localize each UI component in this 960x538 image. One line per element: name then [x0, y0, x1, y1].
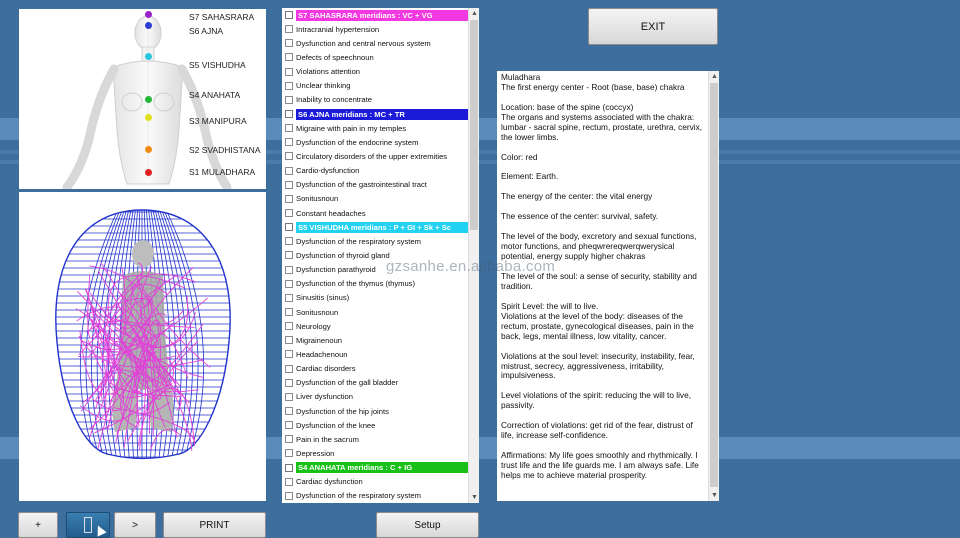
checklist-item[interactable]	[282, 121, 468, 135]
description-paragraph: Element: Earth.	[501, 171, 559, 182]
checklist-item[interactable]	[282, 390, 468, 404]
checklist-item[interactable]	[282, 362, 468, 376]
checklist-item-label: Dysfunction of the hip joints	[296, 406, 389, 416]
checklist-item[interactable]	[282, 206, 468, 220]
scroll-down-arrow[interactable]: ▼	[711, 492, 718, 499]
checkbox[interactable]	[285, 181, 293, 189]
description-text	[501, 73, 705, 491]
checklist-item[interactable]	[282, 178, 468, 192]
checklist-item[interactable]	[282, 475, 468, 489]
chakra-figure-panel	[19, 9, 266, 189]
checklist-item[interactable]	[282, 333, 468, 347]
description-scrollbar[interactable]	[708, 71, 719, 501]
checkbox[interactable]	[285, 223, 293, 231]
scroll-up-arrow[interactable]: ▲	[711, 73, 718, 80]
checklist-item-label: Neurology	[296, 321, 331, 331]
checklist-item[interactable]	[282, 489, 468, 503]
checklist-items	[282, 8, 468, 503]
checklist-item-label: Dysfunction and central nervous system	[296, 38, 431, 48]
checkbox[interactable]	[285, 96, 293, 104]
checkbox[interactable]	[285, 393, 293, 401]
checkbox[interactable]	[285, 492, 293, 500]
checkbox[interactable]	[285, 379, 293, 387]
checklist-item-label: Intracranial hypertension	[296, 24, 380, 34]
checklist-item[interactable]	[282, 50, 468, 64]
checkbox[interactable]	[285, 350, 293, 358]
description-paragraph: The energy of the center: the vital energy	[501, 191, 653, 202]
checklist-item[interactable]	[282, 65, 468, 79]
checklist-section-header[interactable]	[282, 107, 468, 121]
checklist-item-label: Cardio-dysfunction	[296, 166, 360, 176]
checklist-section-header[interactable]	[282, 8, 468, 22]
scroll-up-arrow[interactable]: ▲	[471, 10, 478, 17]
checkbox[interactable]	[285, 336, 293, 344]
chakra-dot-s3	[145, 114, 152, 121]
description-paragraph: Level violations of the spirit: reducing the will to live, passivity.	[501, 390, 692, 411]
checkbox[interactable]	[285, 110, 293, 118]
checkbox[interactable]	[285, 464, 293, 472]
chakra-label-s1: S1 MULADHARA	[189, 167, 256, 177]
chakra-label-s5: S5 VISHUDHA	[189, 60, 246, 70]
checklist-item-label: Violations attention	[296, 67, 361, 77]
checkbox[interactable]	[285, 449, 293, 457]
checklist-item-label: Sinusitis (sinus)	[296, 293, 350, 303]
add-button[interactable]: +	[18, 512, 58, 538]
checklist-item-label: Cardiac dysfunction	[296, 477, 363, 487]
chakra-dot-s5	[145, 53, 152, 60]
checkbox[interactable]	[285, 294, 293, 302]
checkbox[interactable]	[285, 138, 293, 146]
checklist-item[interactable]	[282, 404, 468, 418]
checkbox[interactable]	[285, 195, 293, 203]
checklist-item[interactable]	[282, 22, 468, 36]
exit-button[interactable]: EXIT	[588, 8, 718, 45]
checklist-item[interactable]	[282, 319, 468, 333]
checklist-item-label: Dysfunction of the gastrointestinal tract	[296, 180, 427, 190]
checklist-item-label: Dysfunction of the endocrine system	[296, 137, 419, 147]
checklist-item-label: Liver dysfunction	[296, 392, 353, 402]
checklist-item[interactable]	[282, 149, 468, 163]
description-paragraph: Location: base of the spine (coccyx) The organs and systems associated with the chakra: lumbar - sacral spine, rectum, prostate, urethra, cervix, the lower limbs.	[501, 101, 703, 142]
checklist-item-label: Inability to concentrate	[296, 95, 372, 105]
chakra-label-s6: S6 AJNA	[189, 26, 224, 36]
chakra-label-s3: S3 MANIPURA	[189, 116, 247, 126]
scroll-down-arrow[interactable]: ▼	[471, 494, 478, 501]
checklist-item[interactable]	[282, 376, 468, 390]
checklist-item-label: Constant headaches	[296, 208, 366, 218]
watermark: gzsanhe.en.alibaba.com	[386, 258, 556, 275]
chakra-dot-s6	[145, 22, 152, 29]
checklist-item[interactable]	[282, 277, 468, 291]
checklist-item-label: Cardiac disorders	[296, 364, 356, 374]
checklist-item-label: Depression	[296, 448, 335, 458]
checkbox[interactable]	[285, 435, 293, 443]
checkbox[interactable]	[285, 39, 293, 47]
checklist-item-label: S4 ANAHATA meridians : C + IG	[296, 462, 468, 473]
checkbox[interactable]	[285, 25, 293, 33]
cursor-icon	[93, 523, 106, 536]
checklist-item[interactable]	[282, 135, 468, 149]
checklist-item[interactable]	[282, 192, 468, 206]
checklist-item-label: Dysfunction parathyroid	[296, 265, 376, 275]
checklist-item-label: Sonitusnoun	[296, 194, 339, 204]
checkbox[interactable]	[285, 237, 293, 245]
checkbox[interactable]	[285, 167, 293, 175]
checklist-item[interactable]	[282, 291, 468, 305]
checklist-item[interactable]	[282, 79, 468, 93]
checklist-item-label: Unclear thinking	[296, 81, 351, 91]
description-paragraph: Spirit Level: the will to live. Violations at the level of the body: diseases of the rectum, prostate, gynecological diseases, pain in the back, legs, mental illness, low vitality, cancer.	[501, 300, 694, 341]
checklist-item-label: Circulatory disorders of the upper extremities	[296, 151, 448, 161]
view-toggle-button[interactable]	[66, 512, 110, 538]
checklist-item[interactable]	[282, 432, 468, 446]
checklist-item-label: Dysfunction of the knee	[296, 420, 376, 430]
checklist-item-label: Sonitusnoun	[296, 307, 339, 317]
next-button[interactable]: >	[114, 512, 156, 538]
checklist-item-label: Dysfunction of the respiratory system	[296, 236, 421, 246]
checklist-item[interactable]	[282, 36, 468, 50]
chakra-label-s4: S4 ANAHATA	[189, 90, 241, 100]
aura-mesh-panel	[19, 192, 266, 501]
checkbox[interactable]	[285, 421, 293, 429]
checklist-item-label: S7 SAHASRARA meridians : VC + VG	[296, 10, 468, 21]
checkbox[interactable]	[285, 209, 293, 217]
checkbox[interactable]	[285, 82, 293, 90]
description-paragraph: Correction of violations: get rid of the fear, distrust of life, increase self-confidence.	[501, 420, 693, 441]
checklist-item[interactable]	[282, 418, 468, 432]
checkbox[interactable]	[285, 280, 293, 288]
description-paragraph: Violations at the soul level: insecurity, instability, fear, mistrust, secrecy, aggressiveness, irritability, impulsiveness.	[501, 350, 695, 381]
checkbox[interactable]	[285, 365, 293, 373]
checklist-item-label: Migrainenoun	[296, 335, 343, 345]
scroll-thumb[interactable]	[710, 83, 718, 487]
checklist-item[interactable]	[282, 164, 468, 178]
checklist-item[interactable]	[282, 93, 468, 107]
description-paragraph: The essence of the center: survival, safety.	[501, 211, 659, 222]
checklist-item-label: Dysfunction of the gall bladder	[296, 378, 399, 388]
checkbox[interactable]	[285, 266, 293, 274]
chakra-description-panel[interactable]	[497, 71, 719, 501]
panel-icon	[84, 517, 92, 533]
checkbox[interactable]	[285, 407, 293, 415]
checkbox[interactable]	[285, 322, 293, 330]
checklist-item-label: Dysfunction of the thymus (thymus)	[296, 279, 416, 289]
checklist-section-header[interactable]	[282, 220, 468, 234]
checklist-item[interactable]	[282, 446, 468, 460]
description-paragraph: The level of the soul: a sense of security, stability and tradition.	[501, 270, 697, 291]
checkbox[interactable]	[285, 478, 293, 486]
chakra-label-s7: S7 SAHASRARA	[189, 12, 255, 22]
checkbox[interactable]	[285, 68, 293, 76]
checklist-section-header[interactable]	[282, 461, 468, 475]
checkbox[interactable]	[285, 53, 293, 61]
checklist-item-label: Pain in the sacrum	[296, 434, 359, 444]
checklist-item-label: Dysfunction of the respiratory system	[296, 491, 421, 501]
setup-button[interactable]: Setup	[376, 512, 479, 538]
checklist-item[interactable]	[282, 234, 468, 248]
description-paragraph: Color: red	[501, 151, 538, 162]
checklist-item-label: Dysfunction of thyroid gland	[296, 250, 390, 260]
symptom-checklist[interactable]	[282, 8, 479, 503]
checklist-scrollbar[interactable]	[468, 8, 479, 503]
chakra-dot-s7	[145, 11, 152, 18]
checklist-item-label: S6 AJNA meridians : MC + TR	[296, 109, 468, 120]
checkbox[interactable]	[285, 251, 293, 259]
chakra-dot-s4	[145, 96, 152, 103]
checklist-item-label: Migraine with pain in my temples	[296, 123, 407, 133]
scroll-thumb[interactable]	[470, 20, 478, 230]
chakra-dot-s1	[145, 169, 152, 176]
description-paragraph: The level of the body, excretory and sexual functions, motor functions, and pheqwrereqwerqwerysical potential, energy supply higher chakras	[501, 231, 697, 262]
checklist-item-label: Headachenoun	[296, 349, 348, 359]
description-paragraph: Affirmations: My life goes smoothly and rhythmically. I trust life and the life guards me. I am always safe. Life helps me to achieve material prosperity.	[501, 450, 699, 480]
checkbox[interactable]	[285, 124, 293, 132]
checklist-item[interactable]	[282, 305, 468, 319]
checkbox[interactable]	[285, 152, 293, 160]
aura-mesh-illustration	[19, 192, 266, 501]
checklist-item-label: S5 VISHUDHA meridians : P + GI + Sk + Sc	[296, 222, 468, 233]
checkbox[interactable]	[285, 11, 293, 19]
description-paragraph: Muladhara The first energy center - Root (base, base) chakra	[501, 72, 685, 92]
checklist-item[interactable]	[282, 347, 468, 361]
chakra-dot-s2	[145, 146, 152, 153]
print-button[interactable]: PRINT	[163, 512, 266, 538]
checkbox[interactable]	[285, 308, 293, 316]
chakra-label-s2: S2 SVADHISTANA	[189, 145, 261, 155]
checklist-item-label: Defects of speechnoun	[296, 52, 374, 62]
